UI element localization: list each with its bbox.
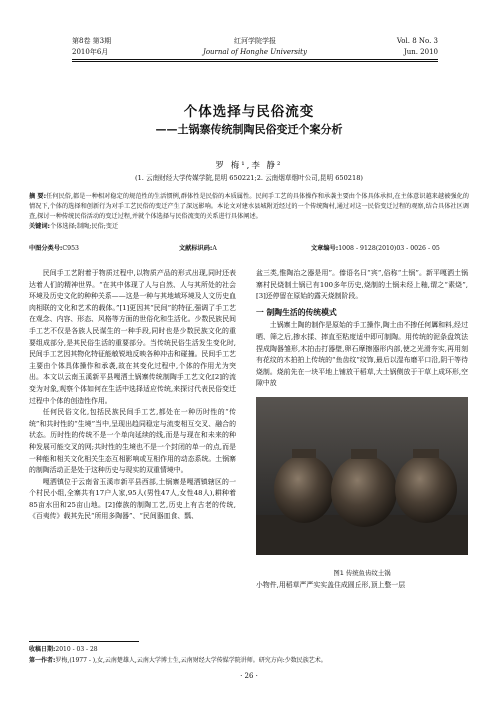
article-id-value: 1008 - 9128(2010)03 - 0026 - 05 <box>338 245 440 252</box>
header-rule <box>72 59 438 60</box>
article-title: 个体选择与民俗流变 <box>183 104 315 120</box>
pottery-illustration <box>256 397 468 555</box>
received-value: 2010 - 03 - 28 <box>55 646 98 653</box>
abstract-label: 摘 要: <box>29 193 47 200</box>
keywords-label: 关键词: <box>29 223 51 230</box>
keywords: 个体选择;制陶;民俗;变迁 <box>50 223 119 230</box>
volume-issue-cn: 第8卷 第3期 <box>72 37 112 45</box>
authors: 罗 梅¹,李 静² <box>215 161 283 171</box>
date-en: Jun. 2010 <box>403 48 438 56</box>
affiliation: (1. 云南财经大学传媒学院,昆明 650221;2. 云南烟草烟叶公司,昆明 650218) <box>135 174 363 182</box>
journal-name-cn: 红河学院学报 <box>234 37 276 45</box>
bio-label: 第一作者: <box>29 657 56 664</box>
body-paragraph: 民间手工艺附着于物质过程中,以物质产品的形式出现,同时还表达着人们的精神世界。“在其中体现了人与自然、人与其所处的社会环境及历史文化的种种关系——这是一种与其地域环境及人文历史血肉相联的文化和艺术的载体。”[1]更因其“民间”的特征,强调了手工艺在观念、内容、形态、风格等方面的世俗化和生活化。少数民族民间手工艺不仅是各族人民谋生的一种手段,同时也是少数民族文化的重要组成部分,是其民俗生活的重要部分。当传统民俗生活发生变化时,民间手工艺因其物化特征能敏锐地反映各种冲击和碰撞。民间手工艺主要由个体具体操作和承袭,故在其变化过程中,个体的作用尤为突出。本文以云南玉溪新平县嘎洒土锅寨传统制陶手工艺文化[2]的流变为对象,观察个体如何在生活中选择适应传统,来探讨代表民俗变迁过程中个体的创造性作用。 <box>29 269 236 405</box>
abstract <box>29 192 469 232</box>
bio-text: 罗梅,(1977 - ),女,云南楚雄人,云南大学博士生,云南财经大学传媒学院讲师。研究方向:少数民族艺术。 <box>55 657 327 664</box>
page-number: · 26 · <box>240 672 258 680</box>
header-rule-thin <box>72 61 438 62</box>
journal-name-en: Journal of Honghe University <box>203 48 307 56</box>
pottery-photo <box>256 397 468 555</box>
footnote-rule <box>29 641 139 642</box>
body-right-column <box>256 268 468 390</box>
body-paragraph: 任何民俗文化,包括民族民间手工艺,都处在一种历时性的“传统”和共时性的“生境”当中,呈现出趋同稳定与流变相互交叉、融合的状态。历时性的传统不是一个单向延续的线,而是与现在和未来的种种发展可能交叉的网;共时性的生境也不是一个封闭的单一的点,而是一种能和相关文化相关生态互相影响或互相作用的动态系统。土锅寨的制陶活动正是处于这种历史与现实的双重情境中。 <box>29 408 236 475</box>
doc-code-value: A <box>212 245 217 252</box>
doc-code-label: 文献标识码: <box>179 245 213 252</box>
article-subtitle: ——土锅寨传统制陶民俗变迁个案分析 <box>155 123 343 136</box>
author-bio <box>29 656 469 665</box>
body-paragraph: 嘎洒镇位于云南省玉溪市新平县西部,土锅寨是嘎洒镇辖区的一个村民小组,全寨共有17户人家,95人(男性47人,女性48人),耕种着85亩水田和25亩山地。[2]傣族的制陶工艺,历史上有古老的传统,《百夷传》载其先民“所用多陶器”、“民间器皿食、瓢、 <box>29 477 236 521</box>
body-left-column <box>29 268 236 523</box>
section-heading: 一 制陶生活的传统模式 <box>256 307 337 317</box>
figure-caption: 图1 传统鱼齿纹土锅 <box>333 569 391 577</box>
volume-issue-en: Vol. 8 No. 3 <box>396 37 438 45</box>
clc-label: 中图分类号: <box>29 245 63 252</box>
body-paragraph: 土锅寨土陶的制作是原始的手工操作,陶土由不掺任何羼和料,经过晒、筛之后,掺水揉、摔直至粘度适中即可制陶。用传统的泥条盘筑法捏成陶器雏形,木拍击打器壁,卵石摩擦器形内部,使之光滑夯实,再用刻有花纹的木拍拍上传统的“鱼齿纹”纹饰,最后以湿布磨平口沿,阴干等待烧制。烧前先在一块平地上铺放干稻草,大土锅侧放于干草上成环形,空隙中放 <box>256 321 468 388</box>
article-id-label: 文章编号: <box>311 245 339 252</box>
received-label: 收稿日期: <box>29 646 56 653</box>
body-right-continuation: 小物件,用稻草严严实实盖住成圆丘形,顶上整一层 <box>256 581 406 589</box>
body-paragraph: 盆三类,惟陶治之器是用”。傣语名曰“宾”,俗称“土锅”。新平嘎洒土锅寨村民烧制土锅已有100多年历史,烧制的土锅未经上釉,谓之“素烧”,[3]还停留在原始的露天烧制阶段。 <box>256 269 468 301</box>
received-date <box>29 645 469 654</box>
clc-value: C953 <box>62 245 79 252</box>
date-cn: 2010年6月 <box>72 48 109 56</box>
abstract-text: 任何民俗,都是一种相对稳定的规范性的生活惯例,群体性是民俗的本质属性。民间手工艺的具体操作和承袭主要由个体具体承担,在主体意识越来越被强化的情况下,个体的选择和创新行为对手工艺民俗的变迁产生了深远影响。本论文对建水县城附近经过的一个传统陶村,通过对这一民俗变迁过程的观察,结合具体社区调查,探讨一种传统民俗活动的变迁过程,并就个体选择与民俗流变的关系进行具体阐述。 <box>29 193 469 220</box>
